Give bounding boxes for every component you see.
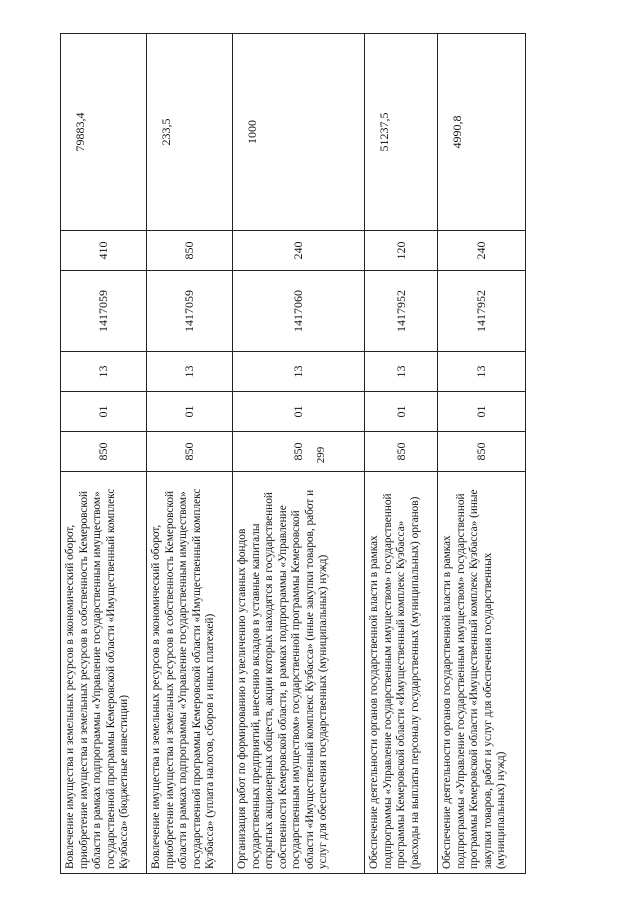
row-amount: 79883,4 bbox=[61, 34, 147, 231]
row-amount: 1000 bbox=[233, 34, 365, 231]
budget-table bbox=[60, 33, 526, 874]
code-main: 850 bbox=[438, 432, 526, 472]
code-target: 1417952 bbox=[438, 271, 526, 352]
code-type: 850 bbox=[147, 231, 233, 271]
code-section: 01 bbox=[438, 392, 526, 432]
code-subsection: 13 bbox=[365, 352, 438, 392]
table-row bbox=[438, 34, 526, 874]
row-description: Вовлечение имущества и земельных ресурсов в экономический оборот, приобретение имущества и земельных ресурсов в собственность Кемеровской области в рамках подпрограммы «Управление государственным имуществом» государственной программы Кемеровской области «Имущественный комплекс Кузбасса» (бюджетные инвестиции) bbox=[61, 472, 147, 874]
budget-table-rotated bbox=[60, 34, 525, 874]
code-type: 410 bbox=[61, 231, 147, 271]
code-subsection: 13 bbox=[438, 352, 526, 392]
page-number: 299 bbox=[315, 446, 327, 464]
code-type: 240 bbox=[233, 231, 365, 271]
code-main: 850 bbox=[365, 432, 438, 472]
code-section: 01 bbox=[365, 392, 438, 432]
code-section: 01 bbox=[61, 392, 147, 432]
code-subsection: 13 bbox=[147, 352, 233, 392]
code-target: 1417952 bbox=[365, 271, 438, 352]
code-target: 1417059 bbox=[61, 271, 147, 352]
code-type: 120 bbox=[365, 231, 438, 271]
row-amount: 4990,8 bbox=[438, 34, 526, 231]
row-description: Вовлечение имущества и земельных ресурсов в экономический оборот, приобретение имущества и земельных ресурсов в собственность Кемеровской области в рамках подпрограммы «Управление государственным имуществом» государственной программы Кемеровской области «Имущественный комплекс Кузбасса» (уплата налогов, сборов и иных платежей) bbox=[147, 472, 233, 874]
code-main: 850 bbox=[233, 432, 365, 472]
row-description: Обеспечение деятельности органов государственной власти в рамках подпрограммы «Управление государственным имуществом» государственной программы Кемеровской области «Имущественный комплекс Кузбасса» (иные закупки товаров, работ и услуг для обеспечения государственных (муниципальных) нужд) bbox=[438, 472, 526, 874]
row-description: Обеспечение деятельности органов государственной власти в рамках подпрограммы «Управление государственным имуществом» государственной программы Кемеровской области «Имущественный комплекс Кузбасса» (расходы на выплаты персоналу государственных (муниципальных) органов) bbox=[365, 472, 438, 874]
code-target: 1417059 bbox=[147, 271, 233, 352]
row-amount: 233,5 bbox=[147, 34, 233, 231]
table-row bbox=[365, 34, 438, 874]
code-subsection: 13 bbox=[233, 352, 365, 392]
row-amount: 51237,5 bbox=[365, 34, 438, 231]
code-main: 850 bbox=[61, 432, 147, 472]
row-description: Организация работ по формированию и увеличению уставных фондов государственных предприятий, внесению вкладов в уставные капиталы открытых акционерных обществ, акции которых находятся в государственной собственности Кемеровской области, в рамках подпрограммы «Управление государственным имуществом» государственной программы Кемеровской области «Имущественный комплекс Кузбасса» (иные закупки товаров, работ и услуг для обеспечения государственных (муниципальных) нужд) bbox=[233, 472, 365, 874]
code-target: 1417060 bbox=[233, 271, 365, 352]
table-row bbox=[147, 34, 233, 874]
code-section: 01 bbox=[233, 392, 365, 432]
code-type: 240 bbox=[438, 231, 526, 271]
table-row bbox=[61, 34, 147, 874]
code-section: 01 bbox=[147, 392, 233, 432]
table-row bbox=[233, 34, 365, 874]
code-subsection: 13 bbox=[61, 352, 147, 392]
budget-table-container bbox=[60, 34, 525, 874]
code-main: 850 bbox=[147, 432, 233, 472]
